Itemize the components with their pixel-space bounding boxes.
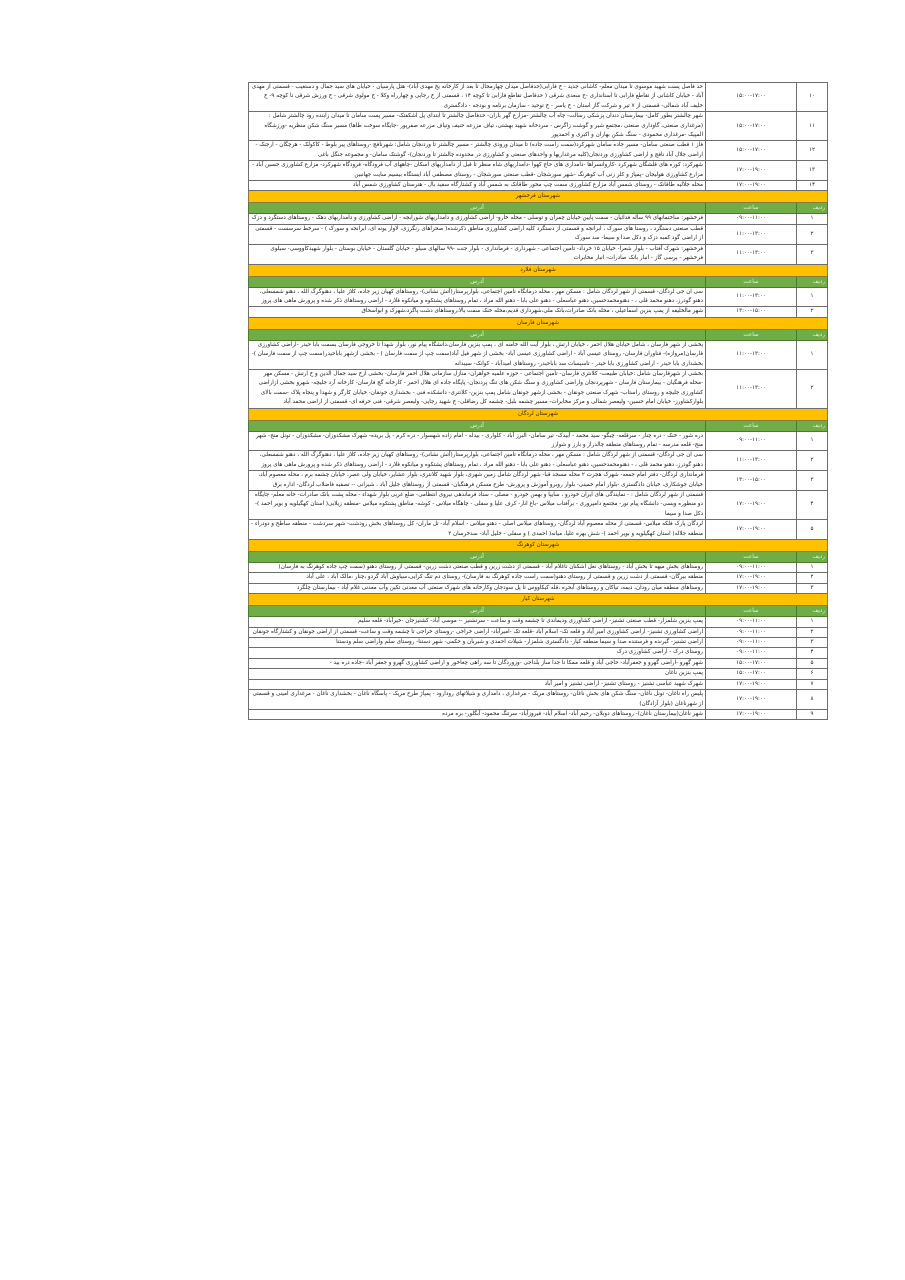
row-address: اراضی کشاورزی تشنیز- اراضی کشاورزی امیر آباد و قلعه تک- اسلام آباد -قلعه تک -امیرآباد- اراضی خراجی -روستای خراجی تا چشمه وقت و ساعت- قسمتی از اراضی جونقان و کشتارگاه جونقان — [249, 627, 706, 637]
row-index: ۴ — [797, 491, 828, 520]
table-row — [249, 563, 828, 573]
row-time: ۰۹:۰۰-۱۱:۰۰ — [706, 617, 797, 627]
row-time: ۱۳:۰۰-۱۵:۰۰ — [706, 471, 797, 491]
table-row — [249, 431, 828, 451]
row-index: ۱ — [797, 617, 828, 627]
row-index: ۲ — [797, 627, 828, 637]
table-row — [249, 161, 828, 181]
row-index: ۵ — [797, 520, 828, 540]
row-time: ۱۵:۰۰-۱۷:۰۰ — [706, 83, 797, 112]
table-row — [249, 658, 828, 668]
row-time: ۰۹:۰۰-۱۱:۰۰ — [706, 431, 797, 451]
table-row — [249, 627, 828, 637]
row-time: ۰۹:۰۰-۱۱:۰۰ — [706, 627, 797, 637]
header-time: ساعت — [706, 552, 797, 563]
row-address: روستای درک - اراضی کشاورزی درک — [249, 648, 706, 658]
header-index: ردیف — [797, 420, 828, 431]
county-section-title-row — [249, 540, 828, 552]
table-row — [249, 638, 828, 648]
row-time: ۱۵:۰۰-۱۷:۰۰ — [706, 658, 797, 668]
header-address: آدرس — [249, 606, 706, 617]
row-address: پلیس راه ناغان- تونل ناغان- سنگ شکن های بخش ناغان- روستاهای مریک - مرغداری ، دامداری و شیلاتهای رودارود - پمپاژ طرح مریک - پاسگاه ناغان - بخشداری ناغان - مرغداری امینی و قسمتی از شهرناغان (بلوار آزادگان) — [249, 690, 706, 710]
table-row — [249, 307, 828, 317]
county-name: شهرستان فارسان — [249, 317, 828, 329]
row-index: ۱۳ — [797, 161, 828, 181]
row-time: ۱۷:۰۰-۱۹:۰۰ — [706, 679, 797, 689]
header-time: ساعت — [706, 203, 797, 214]
row-address: شهر مالخلیفه از پمپ بنزین اسماعیلی ، محله بانک صادرات،بانک ملی،شهرداری قدیم،محله خنک سمت بالا،روستاهای دشت پاگرد،شهرک و ابواسحاق — [249, 307, 706, 317]
row-address: شهر گهرو -اراضی گهرو و جعفرآباد- حاجی آباد و قلعه ممکا تا جدا ساز بلداجی -وزوردگان تا سه راهی چغاخور و اراضی کشاورزی گهرو و جعفر آباد -جاده دره بید - — [249, 658, 706, 668]
county-section-title-row — [249, 264, 828, 276]
column-header-row — [249, 329, 828, 340]
row-address: محله جلالیه طاقانک - روستای شمس آباد مزارع کشاورزی سمت چپ محور طاقانک به شمس آباد و کشتارگاه سفید بال - هنرستان کشاورزی شمس آباد — [249, 181, 706, 191]
row-index: ۶ — [797, 669, 828, 679]
county-section-title-row — [249, 408, 828, 420]
row-index: ۵ — [797, 658, 828, 668]
outage-schedule-page — [248, 82, 828, 720]
row-address: فرمانداری لردگان- دفتر امام جمعه- شهرک هجرت ۲ محله مسجد قبا- شهر لردگان شامل زمین شهری، بلوار شهید کلانتری، بلوار عشایر، خیابان ولی عصر، خیابان چشمه برم ، محله معصوم آباد، خیابان جوشکاری، خیابان دادگستری -بلوار امام خمینی- بلوار روبرو آموزش و پرورش- طرح مسکن فرهنگیان- قسمتی از روستاهای جلیل آباد ، شیرانی -- تصفیه فاضلاب لردگان- اداره برق — [249, 471, 706, 491]
table-row — [249, 491, 828, 520]
row-index: ۲ — [797, 369, 828, 408]
row-time: ۱۷:۰۰-۱۹:۰۰ — [706, 709, 797, 719]
row-time: ۰۹:۰۰-۱۱:۰۰ — [706, 214, 797, 224]
row-index: ۹ — [797, 709, 828, 719]
row-address: شهر چالشتر بطور کامل- بیمارستان دندان پزشکی رسالت- چاه آب چالشتر -مزارع گهر باران- حدفاصل چالشتر تا ابتدای پل اشکفتک- مسیر پست سامان تا میدان زاینده رود چالشتر شامل :(مرغداری صنعتی، گاوداری صنعتی ،مجتمع شیر و گوشت زاگرس - سردخانه شهید بهشتی، تیاف مزرعه حنیف وتیاف مزرعه صفرپور -جایگاه سوخت طاها) مسیر سنگ شکن منظریه -ورزشگاه المپیک -مرغداری محمودی - سنگ شکن بهاران و اکبری و احمدپور — [249, 112, 706, 141]
column-header-row — [249, 203, 828, 214]
table-row — [249, 679, 828, 689]
row-time: ۱۷:۰۰-۱۹:۰۰ — [706, 573, 797, 583]
outage-schedule-table — [248, 82, 828, 720]
header-address: آدرس — [249, 420, 706, 431]
row-time: ۱۵:۰۰-۱۷:۰۰ — [706, 112, 797, 141]
column-header-row — [249, 276, 828, 287]
header-index: ردیف — [797, 329, 828, 340]
row-address: قسمتی از شهر لردگان شامل : - نمایندگی های ایران خودرو ، سایپا و بهمن خودرو - مصلی - ستاد فرماندهی نیروی انتظامی- ضلع غربی بلوار شهداء - محله پشت بانک صادرات- خانه معلم- جایگاه دو منظوره وبسی- دانشگاه پیام نور- مجتمع دامپروری - برآفتاب میلاس -باغ انار- کرف علیا و سفلی - چاهگاه میلاس - کوشه- مناطق پشتکوه میلاس -منطقه زیلایی( استان کهگیلویه و بویر احمد )- دکل صدا و سیما — [249, 491, 706, 520]
row-time: ۱۳:۰۰-۱۵:۰۰ — [706, 307, 797, 317]
row-address: بخشی از شهرفارسان شامل :خیابان طبیعت- کلانتری فارسان- تامین اجتماعی - حوزه علمیه خواهران- منازل سازمانی هلال احمر فارسان- بخشی ازخ سید جمال الدین و خ ارتش - مسکن مهر -محله فرهنگیان - بیمارستان فارسان - شهرپردنجان واراضی کشاورزی و سنگ شکن های تنگ پردنجان- پایگاه جاده ای هلال احمر - کارخانه گچ فارسان- کارخانه آرد جلیچه- شهرو بخشی ازاراضی کشاورزی جلیچه و روستای راستاب- شهرک صنعتی جونقان - بخشی ازشهر جونقان شامل پمپ بنزین- کلانتری- دانشکده فنی - بخشداری جونقان- خیابان کارگر و شهدا و پنجاه پلاک -سمت بالای بلوارکشاورز- خیابان امام حسین- ولیعصر شمالی و مرکز مخابرات- مسیر چشمه بلبل- چشمه کل رضاقلی- خ شهید رجایی- ولیعصر شرقی- فنی حرفه ای- قسمتی از اراضی محمد آباد — [249, 369, 706, 408]
row-index: ۸ — [797, 690, 828, 710]
header-index: ردیف — [797, 606, 828, 617]
county-section-title-row — [249, 594, 828, 606]
row-time: ۱۱:۰۰-۱۳:۰۰ — [706, 340, 797, 369]
row-time: ۱۷:۰۰-۱۹:۰۰ — [706, 161, 797, 181]
row-index: ۱۱ — [797, 112, 828, 141]
row-address: پمپ بنزین ناغان — [249, 669, 706, 679]
header-address: آدرس — [249, 276, 706, 287]
row-address: سی ان جی لردگان- قسمتی از شهر لردگان شامل : مسکن مهر ، محله درمانگاه تامین اجتماعی، بلوارپرستار(آتش نشانی)- روستاهای کهیان زیر جاده، کلاز علیا ، دهنوگرگ الله ، دهنو شمسعلی، دهنو گودرز، دهنو محمد قلی ، - دهنومحمدحسین، دهنو عباسعلی - دهنو علی بابا - دهنو الله مراد ، تمام روستاهای پشتکوه و میانکوه فلارد - اراضی روستاهای ذکر شده و پرورش ماهی های پروز — [249, 451, 706, 471]
row-index: ۲ — [797, 307, 828, 317]
row-index: ۲ — [797, 573, 828, 583]
row-index: ۴ — [797, 648, 828, 658]
table-row — [249, 224, 828, 244]
schedule-body — [249, 83, 828, 720]
row-index: ۱ — [797, 340, 828, 369]
county-section-title-row — [249, 191, 828, 203]
header-address: آدرس — [249, 552, 706, 563]
row-time: ۱۱:۰۰-۱۳:۰۰ — [706, 369, 797, 408]
table-row — [249, 573, 828, 583]
row-index: ۲ — [797, 224, 828, 244]
row-address: شهرکرد: کوره های قلشگان شهرکرد -کاروانسراها -دامداری های حاج کهوا -دامداریهای شاه منظر تا قبل از دامداریهای اسکان -چاههای آب فرودگاه- فرودگاه شهرکرد- مزارع کشاورزی حسین آباد - مزارع کشاورزی هولیجان -پمپاژ و کلر زنی آب کوهرنگ -شهر سورشجان -قطب صنعتی سورشجان - روستای مصطفی آباد ایستگاه بیسیم سایت جهانبین — [249, 161, 706, 181]
row-index: ۳ — [797, 244, 828, 264]
row-time: ۱۱:۰۰-۱۳:۰۰ — [706, 451, 797, 471]
row-time: ۱۱:۰۰-۱۳:۰۰ — [706, 287, 797, 307]
header-address: آدرس — [249, 329, 706, 340]
row-index: ۳ — [797, 638, 828, 648]
row-address: فرخشهر: شهرک آفتاب - بلوار شعرا- خیابان ۱۵ خرداد- تامین اجتماعی - شهرداری - فرمانداری - بلوار جنت -۹۹ سالهای سیلو - خیابان گلستان - خیابان بوستان - بلوار شهیدکاووسی- سیلوی فرخشهر - پرسی گاز - انبار بانک صادرات- انبار مخابرات — [249, 244, 706, 264]
table-row — [249, 112, 828, 141]
row-time: ۱۷:۰۰-۱۹:۰۰ — [706, 181, 797, 191]
county-name: شهرستان فرخشهر — [249, 191, 828, 203]
table-row — [249, 181, 828, 191]
row-index: ۲ — [797, 451, 828, 471]
row-index: ۱۲ — [797, 141, 828, 161]
row-index: ۱ — [797, 431, 828, 451]
row-address: روستاهای بخش میهه تا بخش آباد - روستاهای نعل اشکنان تاغلام آباد - قسمتی از دشت زرین و قطب صنعتی دشت زرین- قسمتی از روستای دهنو (سمت چپ جاده کوهرنگ به فارسان) — [249, 563, 706, 573]
row-address: بخشی از شهر فارسان ، شامل خیابان هلال احمر ، خیابان ارتش ، بلوار آیت الله خامنه ای ، پمپ بنزین فارسان،دانشگاه پیام نور، بلوار شهدا تا خروجی فارسان بسمت بابا حیدر -اراضی کشاورزی فارسان(مروازه)- فناوران فارسان- روستای عیسی آباد - اراضی کشاورزی عیسی آباد- بخشی از شهر فیل آباد(سمت چپ از سمت فارسان ) - بخشی ازشهر باباحیدر(سمت چپ از سمت فارسان )- بخشداری بابا حیدر - اراضی کشاورزی بابا حیدر - تاسیسات سد باباحیدر- روستاهای امیدآباد - کوانک- سیبدانه — [249, 340, 706, 369]
row-address: سی ان جی لردگان- قسمتی از شهر لردگان شامل : مسکن مهر ، محله درمانگاه تامین اجتماعی، بلوارپرستار(آتش نشانی)- روستاهای کهیان زیر جاده، کلاز علیا ، دهنوگرگ الله ، دهنو شمسعلی، دهنو گودرز، دهنو محمد قلی ، - دهنومحمدحسین، دهنو عباسعلی - دهنو علی بابا - دهنو الله مراد ، تمام روستاهای پشتکوه و میانکوه فلارد - اراضی روستاهای ذکر شده و پرورش ماهی های پروز — [249, 287, 706, 307]
row-address: شهر ناغان(بیمارستان ناغان)- روستاهای دوبلان- رحیم آباد- اسلام آباد- فیروزآباد- سرتنگ محمود- آبگلور- بره مرده — [249, 709, 706, 719]
row-address: دره شور - خنک - دره چنار - سرقلعه- چیگو- سید محمد - آبیدک- تیر سامان- البرز آباد - کلواری - بیدله - امام زاده شهسوار - دره کرم - پل بریده- شهرک مشکدوزان- مشکدوزان - تونل منج- شهر منج- قلعه مدرسه - تمام روستاهای منطقه چالدراز و بارز و شوارز — [249, 431, 706, 451]
row-time: ۱۱:۰۰-۱۳:۰۰ — [706, 244, 797, 264]
row-time: ۱۵:۰۰-۱۷:۰۰ — [706, 141, 797, 161]
row-address: پمپ بنزین شلمزار- قطب صنعتی تشنیز- اراضی کشاورزی ودیماندی تا چشمه وقت و ساعت - سرتشنیز -- موسی آباد- کشنیزجان -خیرآباد- قلعه سلیم — [249, 617, 706, 627]
table-row — [249, 451, 828, 471]
county-name: شهرستان لردگان — [249, 408, 828, 420]
table-row — [249, 583, 828, 593]
header-time: ساعت — [706, 606, 797, 617]
column-header-row — [249, 606, 828, 617]
row-time: ۰۹:۰۰-۱۱:۰۰ — [706, 563, 797, 573]
county-name: شهرستان فلارد — [249, 264, 828, 276]
row-time: ۱۷:۰۰-۱۹:۰۰ — [706, 583, 797, 593]
row-address: حد فاصل پست شهید موسوی تا میدان معلم- کاشانی جدید - خ فارابی(حدفاصل میدان چهارمحال تا بعد از کارخانه یخ مهدی آباد)- هتل پارسیان - خیابان های سید جمال و دستغیب - قسمتی از مهدی آباد - خیابان کاشانی از تقاطع فارابی تا استانداری -خ سعدی شرقی ( حدفاصل تقاطع فارابی تا کوچه ۱۴ ، قسمتی از خ رجایی و چهارراه وکلا - خ مولوی شرقی - خ ورزش شرقی تا کوچه ۹- خ خلیف آباد شمالی- قسمتی از ۷ تیر و شرکت گاز استان - خ یاسر - خ توحید - سازمان برنامه و بودجه - دادگستری — [249, 83, 706, 112]
header-time: ساعت — [706, 276, 797, 287]
table-row — [249, 648, 828, 658]
row-time: ۰۹:۰۰-۱۱:۰۰ — [706, 638, 797, 648]
county-section-title-row — [249, 317, 828, 329]
row-address: لردگان پارک فلکه میلاس- قسمتی از محله معصوم آباد لردگان- روستاهای میلاس اصلی - دهنو میلاس - اسلام آباد- تل ماران- کل روستاهای بخش رودشت- شهر سردشت - منطقه ساطح و دودراء - منطقه جلاله( استان کهگیلویه و بویر احمد )- شش بهره علیا، میانه( احمدی ) و سفلی - خلیل آباد- سدخرسان ۳ — [249, 520, 706, 540]
table-row — [249, 214, 828, 224]
table-row — [249, 690, 828, 710]
county-name: شهرستان کیار — [249, 594, 828, 606]
table-row — [249, 669, 828, 679]
row-address: قطب صنعتی دستگرد ، روستا های سورک ، ابرانجه و قسمتی از دستگرد کلیه اراضی کشاورزی مناطق ذکرشده( صحراهای رنگرزی، لاوار یونه ای، ابرانجه و سورک ) - سرخط سرسست - قسمتی از اراضی گود کمبه دزک و دکل صدا و سیما- سد سورک — [249, 224, 706, 244]
row-time: ۱۷:۰۰-۱۹:۰۰ — [706, 520, 797, 540]
row-index: ۱ — [797, 563, 828, 573]
row-index: ۱ — [797, 287, 828, 307]
table-row — [249, 244, 828, 264]
table-row — [249, 520, 828, 540]
header-address: آدرس — [249, 203, 706, 214]
table-row — [249, 141, 828, 161]
row-time: ۱۷:۰۰-۱۹:۰۰ — [706, 690, 797, 710]
table-row — [249, 617, 828, 627]
row-address: روستاهای منطقه میان رودان، دیمه، تیاکان و روستاهای آبحره ،قله کیکاووس تا پل سودجان وکارخانه های شهرک صنعتی آب معدنی تکین وآب معدنی غلام آباد - بیمارستان چلگرد — [249, 583, 706, 593]
row-address: شهرک شهید عباسی تشنیز - روستای تشنیز- اراضی تشنیز و امیر آباد — [249, 679, 706, 689]
table-row — [249, 709, 828, 719]
table-row — [249, 83, 828, 112]
column-header-row — [249, 420, 828, 431]
row-index: ۳ — [797, 471, 828, 491]
row-address: فرخشهر: ساختمانهای ۹۹ ساله فدائیان - سمت پایین خیابان چمران و توسلی - محله خارو- اراضی کشاورزی و دامداریهای شورابجه - اراضی کشاورزی و دامداریهای دهک - روستاهای دستگرد و دزک — [249, 214, 706, 224]
row-time: ۱۵:۰۰-۱۷:۰۰ — [706, 669, 797, 679]
row-time: ۰۹:۰۰-۱۱:۰۰ — [706, 648, 797, 658]
row-address: اراضی تشنیز- گیرنده و فرستنده صدا و سیما منطقه کیار- دادگستری شلمزار- شیلات احمدی و شیربان و حکمی- شهر دستنا- روستای سلم واراضی سلم ودستنا — [249, 638, 706, 648]
county-name: شهرستان کوهرنگ — [249, 540, 828, 552]
row-index: ۱۴ — [797, 181, 828, 191]
table-row — [249, 340, 828, 369]
table-row — [249, 369, 828, 408]
row-index: ۳ — [797, 583, 828, 593]
row-index: ۱۰ — [797, 83, 828, 112]
header-index: ردیف — [797, 276, 828, 287]
row-time: ۱۱:۰۰-۱۳:۰۰ — [706, 224, 797, 244]
row-index: ۷ — [797, 679, 828, 689]
header-time: ساعت — [706, 329, 797, 340]
column-header-row — [249, 552, 828, 563]
row-time: ۱۷:۰۰-۱۹:۰۰ — [706, 491, 797, 520]
row-index: ۱ — [797, 214, 828, 224]
header-index: ردیف — [797, 203, 828, 214]
table-row — [249, 287, 828, 307]
table-row — [249, 471, 828, 491]
row-address: منطقه بیرگان- قسمتی از دشت زرین و قسمتی از روستای دهنو(سمت راست جاده کوهرنگ به فارسان)- روستای دم تنگ کرایی،سیاوش آباد گردو ،چنار ،مالک آباد ، علی آباد — [249, 573, 706, 583]
row-address: فاز ۱ قطب صنعتی سامان- مسیر جاده سامان شهرکرد(سمت راست جاده) تا میدان ورودی چالشتر - مسیر چالشتر تا وردنجان شامل: شهرنافچ -روستاهای پیر بلوط - کاکولک - هرچگان - ارجنک - اراضی جلال آباد نافچ و اراضی کشاورزی وردنجان(کلیه مرغداریها و واحدهای صنعتی و کشاورزی در محدوده چالشتر تا وردنجان)- گوشتک سامان- و مجموعه جنگل باغی — [249, 141, 706, 161]
header-time: ساعت — [706, 420, 797, 431]
header-index: ردیف — [797, 552, 828, 563]
